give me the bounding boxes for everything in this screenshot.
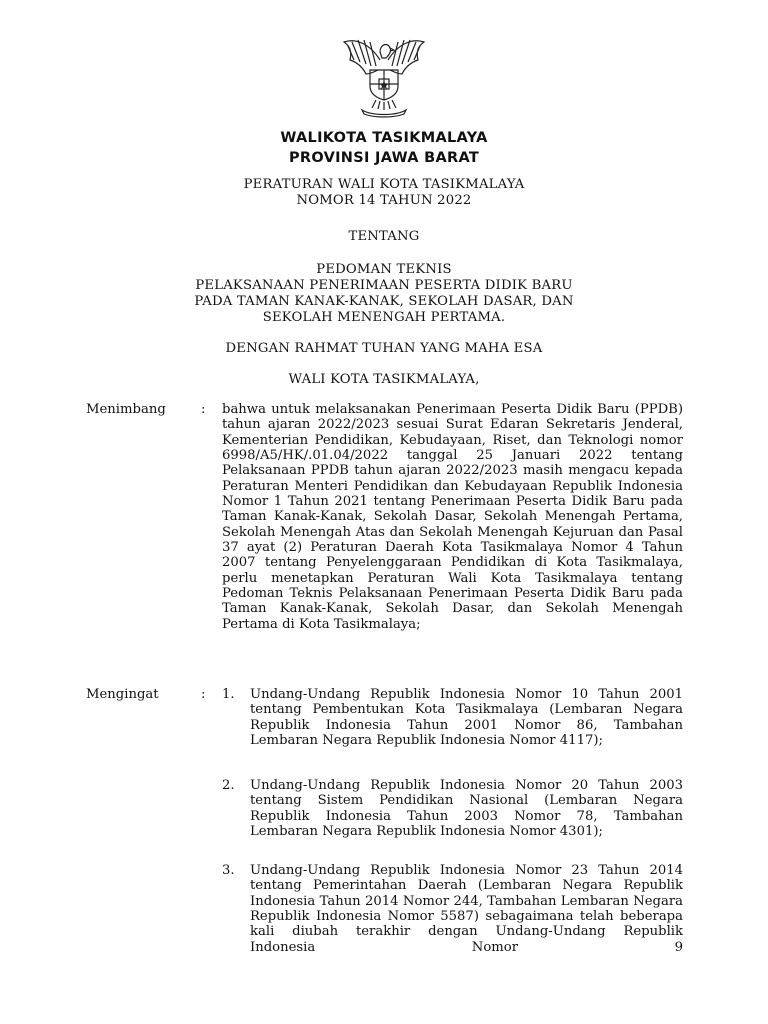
authority-line: WALI KOTA TASIKMALAYA,	[288, 372, 480, 387]
subject-line: PELAKSANAAN PENERIMAAN PESERTA DIDIK BARU	[195, 278, 573, 293]
tentang-heading: TENTANG	[348, 229, 420, 244]
mengingat-item-text: Undang-Undang Republik Indonesia Nomor 10 Tahun 2001 tentang Pembentukan Kota Tasikmalaya (Lembaran Negara Republik Indonesia Tahun 2001 Nomor 86, Tambahan Lembaran Negara Republik Indonesia Nomor 4117);	[250, 687, 683, 749]
regulation-number: NOMOR 14 TAHUN 2022	[296, 193, 472, 208]
mengingat-label: Mengingat	[86, 687, 159, 702]
mengingat-item-text: Undang-Undang Republik Indonesia Nomor 20 Tahun 2003 tentang Sistem Pendidikan Nasional (Lembaran Negara Republik Indonesia Tahun 2003 Nomor 78, Tambahan Lembaran Negara Republik Indonesia Nomor 4301);	[250, 778, 683, 840]
regulation-subject	[0, 262, 768, 326]
menimbang-text: bahwa untuk melaksanakan Penerimaan Peserta Didik Baru (PPDB) tahun ajaran 2022/2023 sesuai Surat Edaran Sekretaris Jenderal, Kementerian Pendidikan, Kebudayaan, Riset, dan Teknologi nomor 6998/A5/HK/.01.04/2022 tanggal 25 Januari 2022 tentang Pelaksanaan PPDB tahun ajaran 2022/2023 masih mengacu kepada Peraturan Menteri Pendidikan dan Kebudayaan Republik Indonesia Nomor 1 Tahun 2021 tentang Penerimaan Peserta Didik Baru pada Taman Kanak-Kanak, Sekolah Dasar, Sekolah Menengah Pertama, Sekolah Menengah Atas dan Sekolah Menengah Kejuruan dan Pasal 37 ayat (2) Peraturan Daerah Kota Tasikmalaya Nomor 4 Tahun 2007 tentang Penyelenggaraan Pendidikan di Kota Tasikmalaya, perlu menetapkan Peraturan Wali Kota Tasikmalaya tentang Pedoman Teknis Pelaksanaan Penerimaan Peserta Didik Baru pada Taman Kanak-Kanak, Sekolah Dasar, dan Sekolah Menengah Pertama di Kota Tasikmalaya;	[222, 402, 683, 632]
mengingat-colon: :	[201, 687, 206, 702]
issuer-line-1: WALIKOTA TASIKMALAYA	[280, 130, 488, 146]
menimbang-colon: :	[201, 402, 206, 417]
issuer-heading	[0, 128, 768, 168]
mengingat-item-number: 3.	[222, 863, 235, 878]
mengingat-item-number: 1.	[222, 687, 235, 702]
garuda-pancasila-emblem-icon	[336, 30, 432, 118]
subject-line: PADA TAMAN KANAK-KANAK, SEKOLAH DASAR, DAN	[194, 294, 574, 309]
mengingat-item-number: 2.	[222, 778, 235, 793]
mengingat-item-text: Undang-Undang Republik Indonesia Nomor 23 Tahun 2014 tentang Pemerintahan Daerah (Lembaran Negara Republik Indonesia Tahun 2014 Nomor 244, Tambahan Lembaran Negara Republik Indonesia Nomor 5587) sebagaimana telah beberapa kali diubah terakhir dengan Undang-Undang Republik Indonesia Nomor 9	[250, 863, 683, 955]
blessing-line: DENGAN RAHMAT TUHAN YANG MAHA ESA	[225, 341, 543, 356]
regulation-title-block	[0, 177, 768, 209]
subject-line: SEKOLAH MENENGAH PERTAMA.	[262, 310, 506, 325]
menimbang-label: Menimbang	[86, 402, 166, 417]
regulation-title: PERATURAN WALI KOTA TASIKMALAYA	[243, 177, 525, 192]
issuer-line-2: PROVINSI JAWA BARAT	[288, 150, 480, 166]
subject-line: PEDOMAN TEKNIS	[316, 262, 452, 277]
